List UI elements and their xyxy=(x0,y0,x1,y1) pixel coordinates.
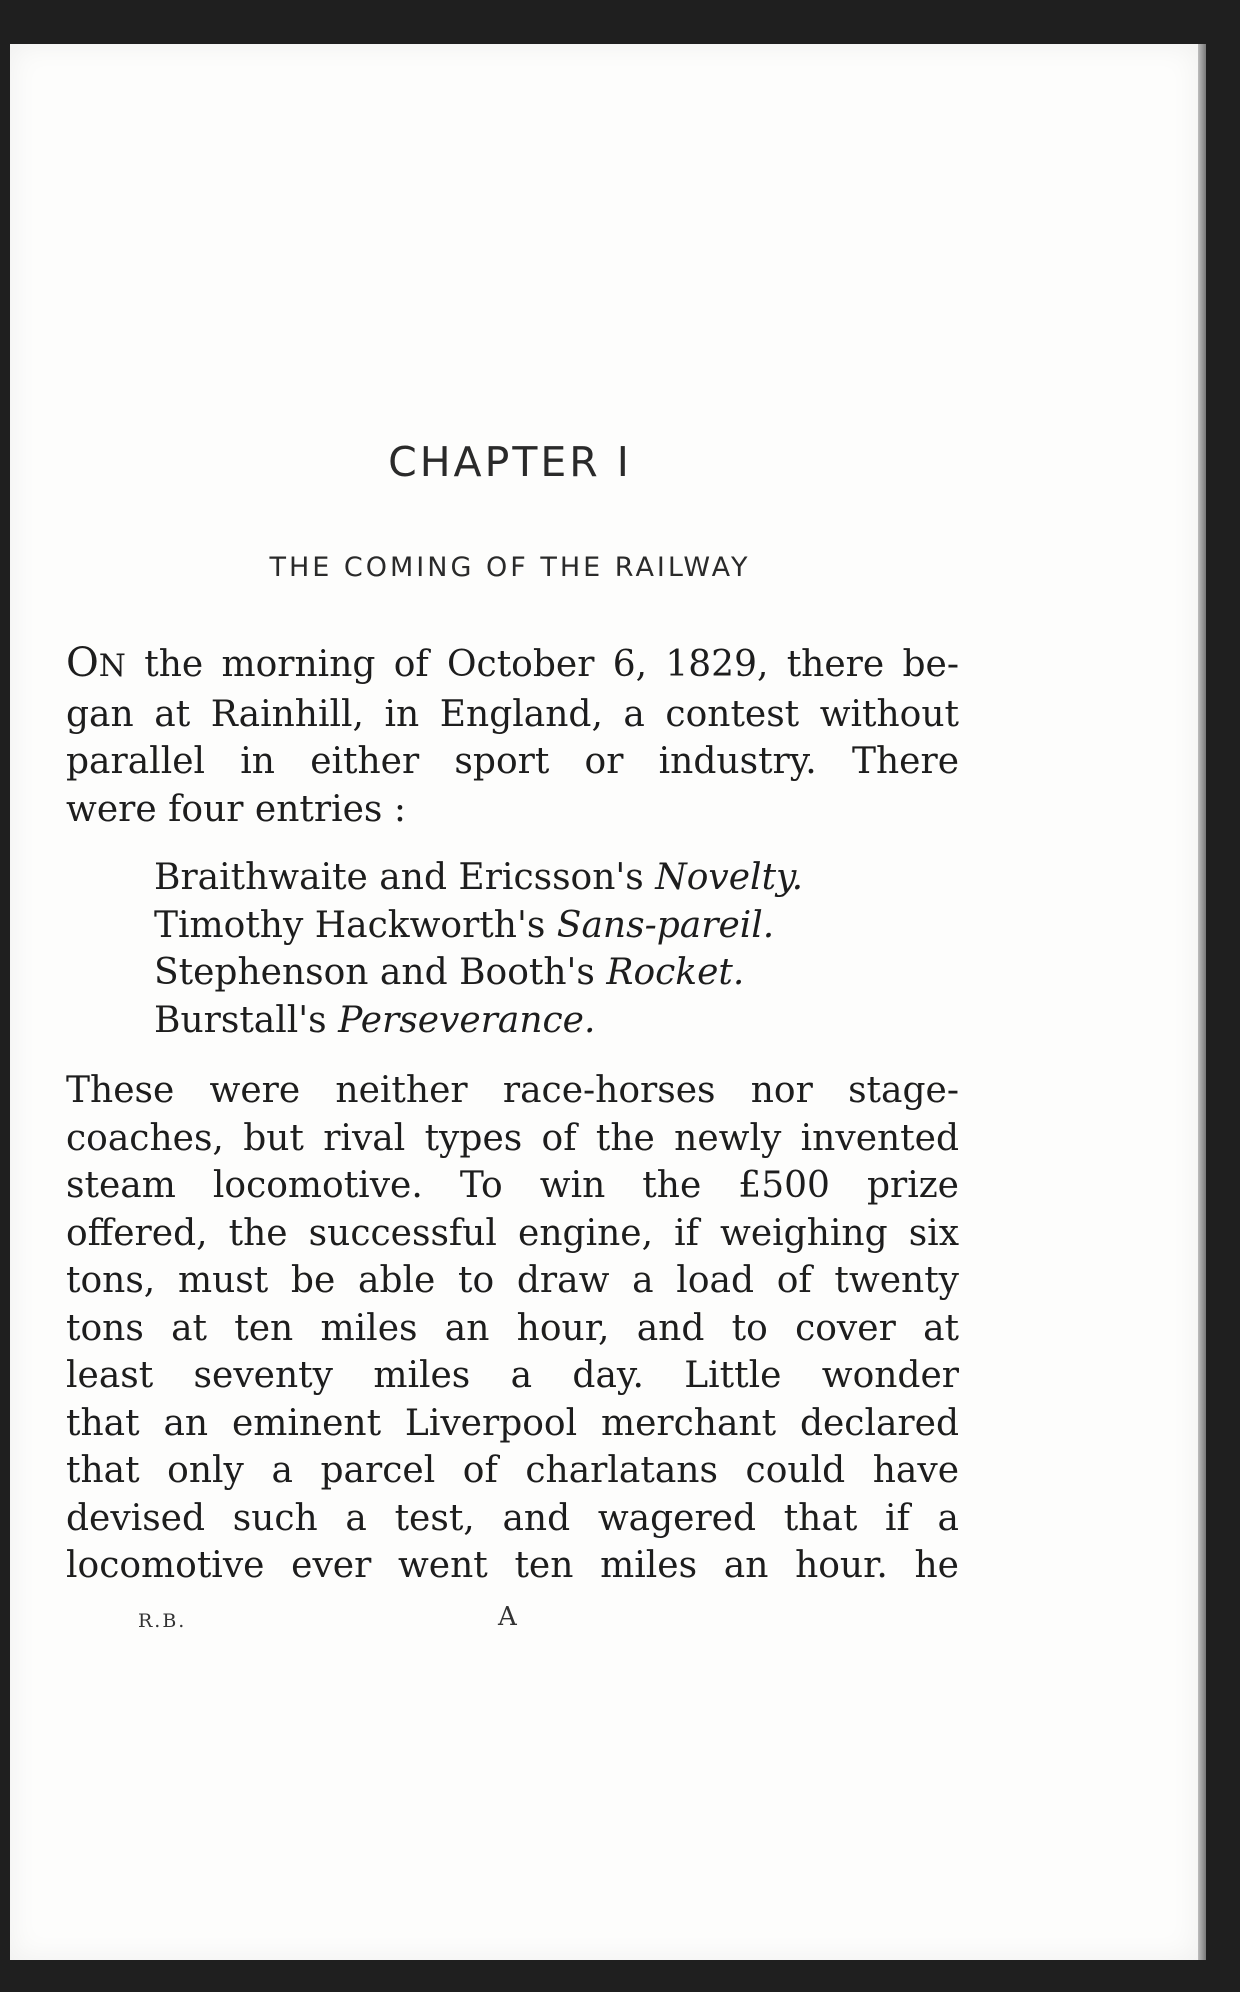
paragraph-line: were four entries : xyxy=(66,788,406,830)
page-edge xyxy=(1198,44,1206,1960)
paragraph-opening xyxy=(66,640,959,833)
paragraph-line: tons, must be able to draw a load of twenty xyxy=(66,1260,959,1301)
signature-letter: A xyxy=(498,1602,517,1632)
paragraph-line: offered, the successful engine, if weighing six xyxy=(66,1212,959,1254)
paragraph-line: that only a parcel of charlatans could have xyxy=(66,1450,959,1491)
chapter-title: CHAPTER I xyxy=(388,438,632,486)
paragraph-line: locomotive ever went ten miles an hour. he xyxy=(66,1545,959,1586)
entry-item xyxy=(154,949,954,997)
entry-owner: Braithwaite and Ericsson's xyxy=(154,857,656,898)
paragraph-line: coaches, but rival types of the newly invented xyxy=(66,1117,959,1159)
entry-owner: Timothy Hackworth's xyxy=(154,904,557,946)
paragraph-line: devised such a test, and wagered that if a xyxy=(66,1497,959,1539)
drop-cap: O xyxy=(66,640,99,686)
paragraph-line: These were neither race-horses nor stage- xyxy=(66,1070,959,1111)
entries-list xyxy=(154,854,954,1044)
entry-engine: Rocket. xyxy=(606,952,745,993)
entry-owner: Stephenson and Booth's xyxy=(154,952,607,993)
entry-engine: Novelty. xyxy=(655,857,804,898)
entry-engine: Sans-pareil. xyxy=(556,904,775,946)
small-cap: N xyxy=(98,648,126,684)
signature-mark: R.B. xyxy=(138,1610,187,1632)
entry-item xyxy=(154,854,954,902)
paragraph-line: parallel in either sport or industry. There xyxy=(66,741,959,782)
chapter-subtitle: THE COMING OF THE RAILWAY xyxy=(269,552,751,583)
paragraph-line: steam locomotive. To win the £500 prize xyxy=(66,1165,959,1206)
paragraph-line: least seventy miles a day. Little wonder xyxy=(66,1355,959,1396)
entry-engine: Perseverance. xyxy=(338,999,596,1041)
paragraph-line: tons at ten miles an hour, and to cover at xyxy=(66,1307,959,1349)
entry-item xyxy=(154,997,954,1045)
paragraph-line xyxy=(66,640,959,691)
entry-item xyxy=(154,902,954,950)
paragraph-main xyxy=(66,1067,959,1590)
paragraph-line: gan at Rainhill, in England, a contest without xyxy=(66,693,959,735)
paragraph-line: that an eminent Liverpool merchant declared xyxy=(66,1402,959,1444)
entry-owner: Burstall's xyxy=(154,999,339,1041)
line-text: the morning of October 6, 1829, there be- xyxy=(125,644,959,685)
